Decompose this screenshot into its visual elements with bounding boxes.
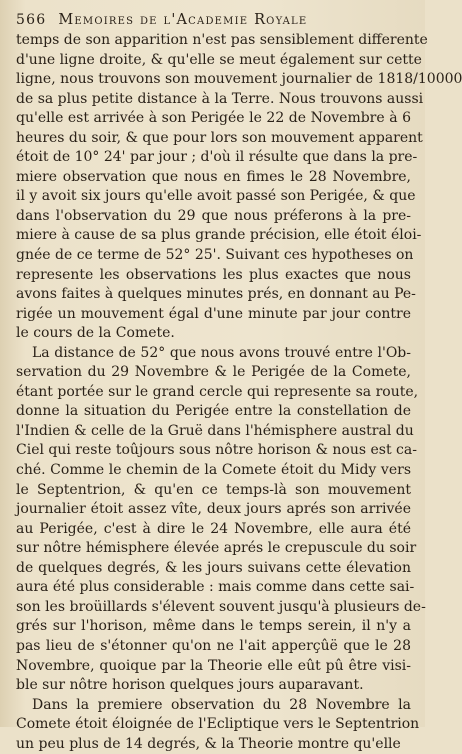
paragraph-p1	[16, 31, 462, 344]
paragraph-p2	[16, 344, 426, 696]
page-body	[16, 31, 462, 754]
text-line: dans l'observation du 29 que nous préferons à la pre-	[16, 207, 411, 224]
text-line: qu'elle est arrivée à son Perigée le 22 de Novembre à 6	[16, 110, 411, 127]
text-line: de sa plus petite distance à la Terre. Nous trouvons aussi	[16, 90, 424, 107]
text-line: Novembre, quoique par la Theorie elle eût pû être visi-	[16, 657, 411, 674]
text-line: journalier étoit assez vîte, deux jours aprés son arrivée	[16, 501, 411, 518]
text-line: Dans la premiere observation du 28 Novembre la	[32, 696, 411, 713]
paragraph-p3	[16, 696, 420, 754]
text-line: rigée un mouvement égal d'une minute par jour contre	[16, 305, 411, 322]
text-line: d'une ligne droite, & qu'elle se meut également sur cette	[16, 51, 422, 68]
text-line: avons faites à quelques minutes prés, en donnant au Pe-	[16, 286, 416, 303]
text-line: miere observation que nous en fimes le 28 Novembre,	[16, 168, 411, 185]
text-line: il y avoit six jours qu'elle avoit passé son Perigée, & que	[16, 188, 416, 205]
text-line: un peu plus de 14 degrés, & la Theorie montre qu'elle	[16, 735, 401, 752]
text-line: le cours de la Comete.	[16, 325, 175, 342]
text-line: represente les observations les plus exactes que nous	[16, 266, 411, 283]
text-line: aura été plus considerable : mais comme dans cette sai-	[16, 579, 415, 596]
text-line: heures du soir, & que pour lors son mouvement apparent	[16, 129, 423, 146]
text-line: ché. Comme le chemin de la Comete étoit du Midy vers	[16, 462, 411, 479]
text-line: sur nôtre hémisphere élevée aprés le crepuscule du soir	[16, 540, 417, 557]
page-number: 566	[16, 12, 47, 28]
text-line: ble sur nôtre horison quelques jours auparavant.	[16, 677, 364, 694]
text-line: le Septentrion, & qu'en ce temps-là son mouvement	[16, 481, 411, 498]
text-line: donne la situation du Perigée entre la constellation de	[16, 403, 411, 420]
text-line: temps de son apparition n'est pas sensiblement differente	[16, 32, 428, 48]
text-line: ligne, nous trouvons son mouvement journalier de 1818/10000	[16, 71, 462, 88]
text-line: étant portée sur le grand cercle qui represente sa route,	[16, 383, 419, 400]
text-line: gnée de ce terme de 52° 25'. Suivant ces hypotheses on	[16, 247, 414, 264]
text-line: au Perigée, c'est à dire le 24 Novembre, elle aura été	[16, 520, 411, 537]
text-line: miere à cause de sa plus grande précision, elle étoit éloi-	[16, 227, 422, 244]
text-line: servation du 29 Novembre & le Perigée de la Comete,	[16, 364, 411, 381]
text-line: grés sur l'horison, même dans le temps serein, il n'y a	[16, 618, 411, 635]
text-line: l'Indien & celle de la Gruë dans l'hémisphere austral du	[16, 422, 414, 439]
text-line: pas lieu de s'étonner qu'on ne l'ait apperçûë que le 28	[16, 637, 411, 654]
text-line: Comete étoit éloignée de l'Ecliptique vers le Septentrion	[16, 716, 420, 733]
page-header	[16, 10, 411, 30]
text-line: son les broüillards s'élevent souvent jusqu'à plusieurs de-	[16, 598, 426, 615]
running-title: Memoires de l'Academie Royale	[58, 12, 308, 28]
text-line: de quelques degrés, & les jours suivans cette élevation	[16, 559, 411, 576]
text-line: étoit de 10° 24' par jour ; d'où il résulte que dans la pre-	[16, 149, 418, 166]
text-line: La distance de 52° que nous avons trouvé entre l'Ob-	[32, 344, 411, 361]
text-line: Ciel qui reste toûjours sous nôtre horison & nous est ca-	[16, 442, 417, 459]
